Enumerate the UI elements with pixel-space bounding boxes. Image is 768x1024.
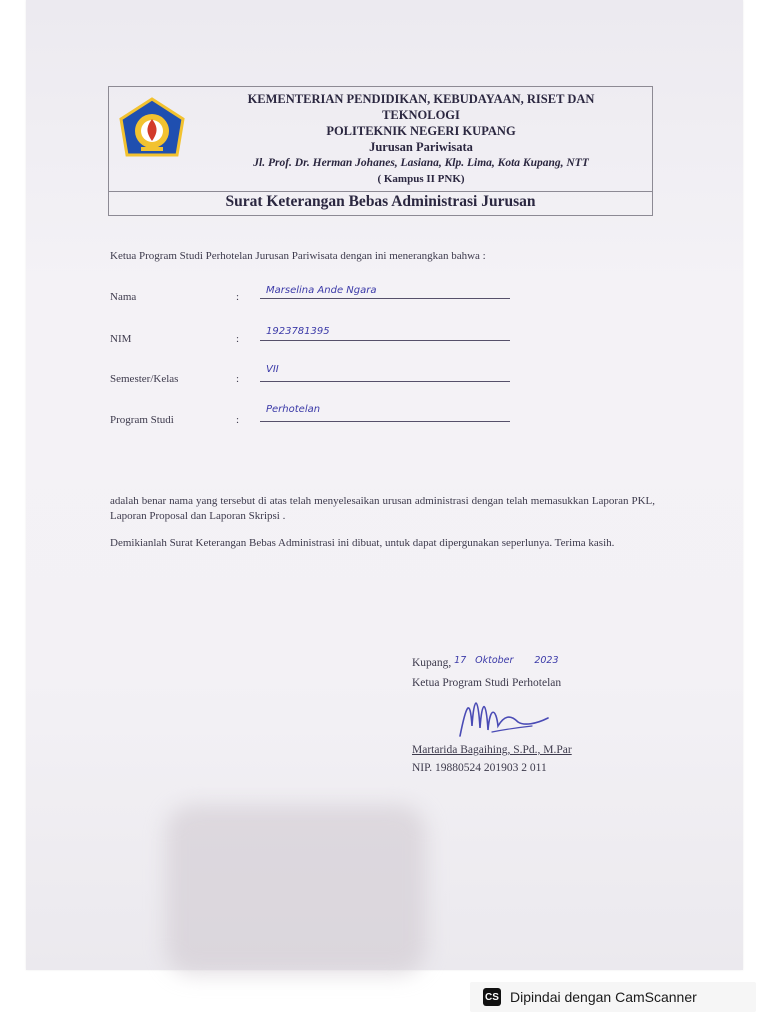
field-colon: :	[236, 373, 240, 385]
body-paragraph-1: adalah benar nama yang tersebut di atas telah menyelesaikan urusan administrasi dengan telah memasukkan Laporan PKL, Laporan Proposal dan Laporan Skripsi .	[110, 495, 655, 522]
field-underline	[260, 340, 510, 341]
field-value-nim: 1923781395	[266, 326, 330, 337]
field-value-name: Marselina Ande Ngara	[266, 285, 377, 296]
document-title: Surat Keterangan Bebas Administrasi Jurusan	[225, 193, 536, 210]
signatory-name: Martarida Bagaihing, S.Pd., M.Par	[412, 744, 572, 756]
field-label-nim: NIM	[110, 333, 132, 345]
camscanner-text: Dipindai dengan CamScanner	[510, 989, 697, 1005]
scan-shadow	[166, 805, 426, 975]
signature-city: Kupang,	[412, 657, 452, 669]
signature-date-day: 17	[454, 655, 467, 666]
institution-name: POLITEKNIK NEGERI KUPANG	[326, 124, 516, 138]
field-label-program: Program Studi	[110, 414, 174, 426]
camscanner-icon: CS	[483, 988, 501, 1006]
field-underline	[260, 421, 510, 422]
letterhead-text	[193, 91, 649, 187]
signature-date-year: 2023	[534, 655, 559, 666]
department-name: Jurusan Pariwisata	[369, 140, 473, 154]
ministry-name-cont: TEKNOLOGI	[382, 108, 460, 122]
scanned-document-page	[26, 0, 743, 970]
field-label-name: Nama	[110, 291, 137, 303]
field-label-semester: Semester/Kelas	[110, 373, 179, 385]
letterhead-divider	[109, 191, 652, 192]
signature-date-line	[412, 657, 559, 669]
letterhead-box	[108, 86, 653, 216]
field-value-semester: VII	[266, 364, 279, 375]
ministry-name: KEMENTERIAN PENDIDIKAN, KEBUDAYAAN, RISET DAN	[247, 92, 595, 106]
field-underline	[260, 381, 510, 382]
field-value-program: Perhotelan	[266, 404, 321, 415]
institution-address: Jl. Prof. Dr. Herman Johanes, Lasiana, Klp. Lima, Kota Kupang, NTT	[253, 157, 589, 169]
signatory-nip: NIP. 19880524 201903 2 011	[412, 762, 547, 774]
campus-name: ( Kampus II PNK)	[377, 173, 465, 185]
handwritten-signature-icon	[452, 686, 552, 746]
field-underline	[260, 298, 510, 299]
field-colon: :	[236, 414, 240, 426]
intro-text: Ketua Program Studi Perhotelan Jurusan Pariwisata dengan ini menerangkan bahwa :	[110, 250, 486, 262]
field-colon: :	[236, 333, 240, 345]
body-paragraph-2: Demikianlah Surat Keterangan Bebas Administrasi ini dibuat, untuk dapat dipergunakan seperlunya. Terima kasih.	[110, 537, 615, 549]
polytechnic-logo-icon	[115, 95, 189, 169]
signature-date-month: Oktober	[475, 655, 514, 666]
signature-position: Ketua Program Studi Perhotelan	[412, 677, 562, 689]
camscanner-watermark	[470, 982, 756, 1012]
field-colon: :	[236, 291, 240, 303]
